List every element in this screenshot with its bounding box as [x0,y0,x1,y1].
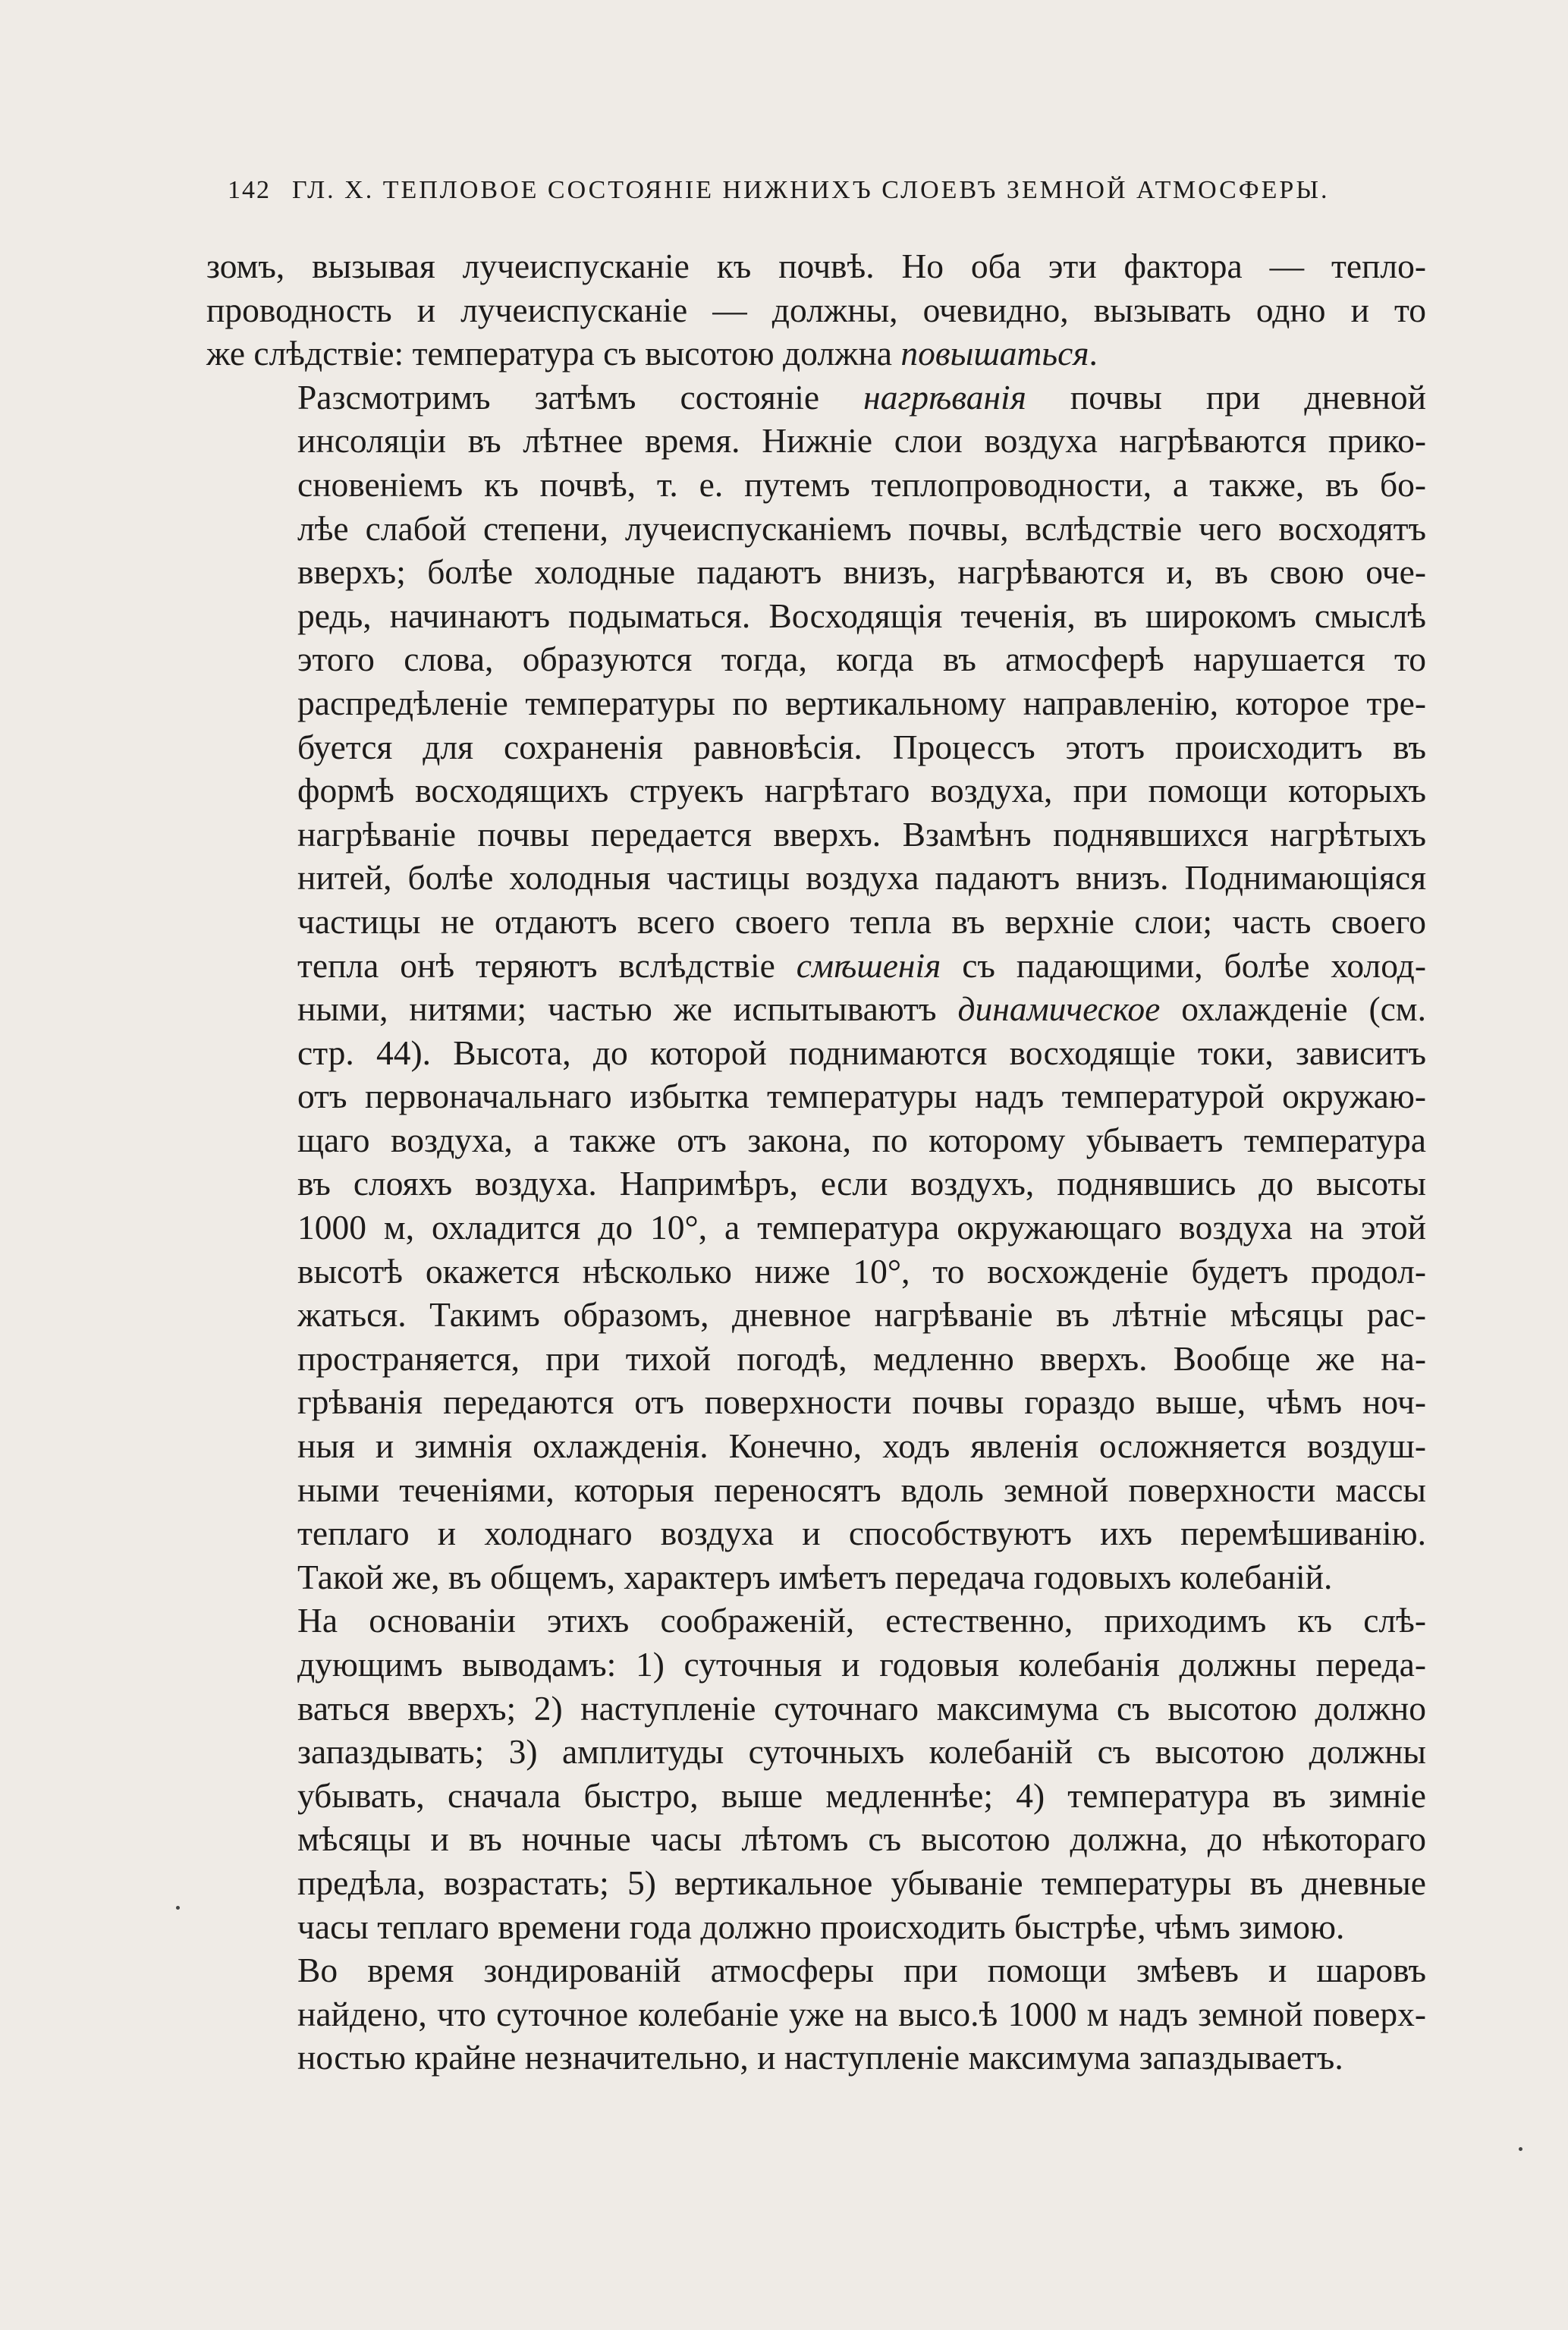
text-line: нагрѣваніе почвы передается вверхъ. Взамѣнъ поднявшихся нагрѣтыхъ [297,814,1426,854]
text-line: грѣванія передаются отъ поверхности почвы гораздо выше, чѣмъ ноч- [297,1382,1426,1422]
text-line: ваться вверхъ; 2) наступленіе суточнаго максимума съ высотою должно [297,1688,1426,1728]
text-line: же слѣдствіе: температура съ высотою должна повышаться. [206,334,1098,373]
text-line: проводность и лучеиспусканіе — должны, очевидно, вызывать одно и то [206,290,1426,329]
running-title: ГЛ. Х. ТЕПЛОВОЕ СОСТОЯНІЕ НИЖНИХЪ СЛОЕВЪ ЗЕМНОЙ АТМОСФЕРЫ. [292,176,1330,204]
text-line: отъ первоначальнаго избытка температуры надъ температурой окружаю- [297,1077,1426,1116]
text-line: высотѣ окажется нѣсколько ниже 10°, то восхожденіе будетъ продол- [297,1251,1426,1291]
text-line: ными, нитями; частью же испытываютъ динамическое охлажденіе (см. [297,989,1426,1029]
text-line: буется для сохраненія равновѣсія. Процессъ этотъ происходитъ въ [297,727,1426,766]
text-line: 1000 м, охладится до 10°, а температура окружающаго воздуха на этой [297,1208,1426,1247]
text-line: этого слова, образуются тогда, когда въ атмосферѣ нарушается то [297,640,1426,679]
text-line: дующимъ выводамъ: 1) суточныя и годовыя колебанія должны переда- [297,1645,1426,1684]
paragraph [206,1599,1426,1948]
text-line: теплаго и холоднаго воздуха и способствуютъ ихъ перемѣшиванію. [297,1514,1426,1553]
speck-mark [1519,2147,1522,2151]
text-line: формѣ восходящихъ струекъ нагрѣтаго воздуха, при помощи которыхъ [297,771,1426,810]
text-line: тепла онѣ теряютъ вслѣдствіе смѣшенія съ падающими, болѣе холод- [297,945,1426,985]
text-line: часы теплаго времени года должно происходить быстрѣе, чѣмъ зимою. [297,1907,1345,1946]
page-number: 142 [228,176,271,204]
text-line: жаться. Такимъ образомъ, дневное нагрѣваніе въ лѣтніе мѣсяцы рас- [297,1295,1426,1335]
body-text [206,244,1426,2080]
text-line: въ слояхъ воздуха. Напримѣръ, если воздухъ, поднявшись до высоты [297,1164,1426,1203]
paragraph [206,376,1426,1599]
text-line: На основаніи этихъ соображеній, естественно, приходимъ къ слѣ- [297,1601,1426,1640]
text-line: пространяется, при тихой погодѣ, медленно вверхъ. Вообще же на- [297,1338,1426,1378]
paragraph [206,244,1426,376]
text-line: Такой же, въ общемъ, характеръ имѣетъ передача годовыхъ колебаній. [297,1557,1333,1596]
text-line: вверхъ; болѣе холодные падаютъ внизъ, нагрѣваются и, въ свою оче- [297,552,1426,592]
text-line: Разсмотримъ затѣмъ состояніе нагрѣванія почвы при дневной [297,377,1426,417]
text-line: сновеніемъ къ почвѣ, т. е. путемъ теплопроводности, а также, въ бо- [297,464,1426,504]
text-line: стр. 44). Высота, до которой поднимаются восходящіе токи, зависитъ [297,1033,1426,1072]
text-line: частицы не отдаютъ всего своего тепла въ верхніе слои; часть своего [297,901,1426,941]
text-line: найдено, что суточное колебаніе уже на высо.ѣ 1000 м надъ земной поверх- [297,1994,1426,2033]
text-line: щаго воздуха, а также отъ закона, по которому убываетъ температура [297,1120,1426,1159]
text-line: убывать, сначала быстро, выше медленнѣе; 4) температура въ зимніе [297,1775,1426,1815]
text-line: зомъ, вызывая лучеиспусканіе къ почвѣ. Но оба эти фактора — тепло- [206,247,1426,285]
text-line: редь, начинаютъ подыматься. Восходящія теченія, въ широкомъ смыслѣ [297,596,1426,635]
text-line: инсоляціи въ лѣтнее время. Нижніе слои воздуха нагрѣваются прико- [297,421,1426,461]
text-line: мѣсяцы и въ ночные часы лѣтомъ съ высотою должна, до нѣкотораго [297,1819,1426,1859]
paragraph [206,1948,1426,2080]
text-line: ностью крайне незначительно, и наступленіе максимума запаздываетъ. [297,2038,1343,2077]
text-line: распредѣленіе температуры по вертикальному направленію, которое тре- [297,683,1426,722]
text-line: ными теченіями, которыя переносятъ вдоль земной поверхности массы [297,1470,1426,1509]
speck-mark [176,1906,180,1910]
running-header [228,176,1358,205]
text-line: предѣла, возрастать; 5) вертикальное убываніе температуры въ дневные [297,1863,1426,1902]
text-line: лѣе слабой степени, лучеиспусканіемъ почвы, вслѣдствіе чего восходятъ [297,508,1426,548]
text-line: Во время зондированій атмосферы при помощи змѣевъ и шаровъ [297,1951,1426,1990]
text-line: ныя и зимнія охлажденія. Конечно, ходъ явленія осложняется воздуш- [297,1426,1426,1466]
text-line: нитей, болѣе холодныя частицы воздуха падаютъ внизъ. Поднимающіяся [297,858,1426,898]
text-line: запаздывать; 3) амплитуды суточныхъ колебаній съ высотою должны [297,1732,1426,1772]
